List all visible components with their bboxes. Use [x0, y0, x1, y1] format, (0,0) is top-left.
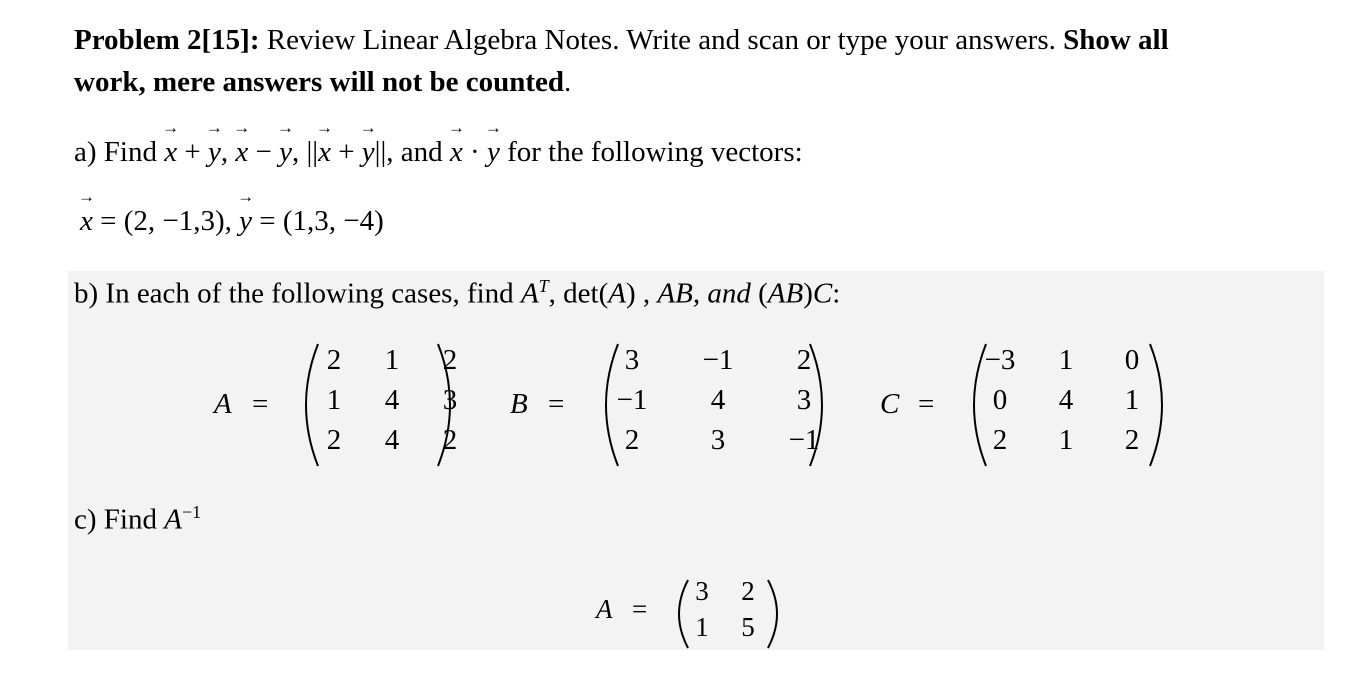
matrix-c: [878, 340, 1178, 470]
matrix-cell: 3: [796, 384, 812, 416]
matrix-a-symbol: A: [520, 277, 539, 310]
problem-line-2: [74, 66, 571, 99]
part-a-question: [74, 136, 803, 169]
matrix-cell: −3: [984, 344, 1016, 376]
matrix-a-symbol: A: [608, 277, 626, 310]
matrix-cell: 2: [442, 424, 458, 456]
matrix-cell: 4: [710, 384, 726, 416]
matrix-cell: −1: [702, 344, 734, 376]
problem-line-1: [74, 24, 1169, 57]
vector-y: → y: [487, 136, 500, 169]
ab-product: AB: [767, 277, 804, 310]
part-b-label: b) In each of the following cases, find: [74, 277, 521, 310]
part-b-question: [74, 276, 840, 311]
matrix-cell: 2: [442, 344, 458, 376]
matrix-cell: 1: [1124, 384, 1140, 416]
part-c-label: c) Find: [74, 503, 165, 536]
dot-sign: ·: [462, 136, 487, 168]
part-a-label: a) Find: [74, 136, 165, 168]
plus-sign: +: [177, 136, 208, 168]
problem-emphasis-2: work, mere answers will not be counted: [74, 66, 565, 98]
vector-x: → x: [450, 136, 463, 169]
matrix-b: [510, 340, 840, 470]
matrix-cell: 4: [384, 384, 400, 416]
matrix-cell: 1: [326, 384, 342, 416]
matrix-cell: 1: [1058, 424, 1074, 456]
vector-x-value: = (2, −1,3),: [92, 205, 240, 237]
problem-title: Problem 2[15]:: [74, 24, 260, 56]
problem-intro: Review Linear Algebra Notes. Write and scan or type your answers.: [259, 24, 1064, 56]
det-close: ) ,: [625, 277, 658, 310]
vector-x: → x: [235, 136, 248, 169]
matrix-a-label: A: [214, 388, 232, 420]
matrix-cell: 3: [624, 344, 640, 376]
matrix-cell: 4: [1058, 384, 1074, 416]
vector-x: → x: [164, 136, 177, 169]
and-text: , and: [386, 136, 450, 168]
matrix-cell: 3: [442, 384, 458, 416]
matrix-cell: 3: [710, 424, 726, 456]
norm-open: ||: [306, 136, 319, 168]
matrix-cell: 4: [384, 424, 400, 456]
matrix-cell: 2: [992, 424, 1008, 456]
matrix-cell: 2: [624, 424, 640, 456]
equals-sign: =: [548, 388, 565, 420]
vector-y: → y: [208, 136, 221, 169]
matrix-cell: 1: [1058, 344, 1074, 376]
matrix-a-label: A: [596, 594, 613, 624]
vector-y: → y: [239, 205, 252, 238]
equals-sign: =: [918, 388, 935, 420]
problem-period: .: [564, 66, 572, 98]
part-a-vectors: [80, 205, 384, 238]
right-paren: [764, 576, 788, 652]
matrix-c-symbol: C: [812, 277, 833, 310]
vector-y: → y: [362, 136, 375, 169]
colon: :: [832, 277, 841, 310]
matrix-cell: 0: [1124, 344, 1140, 376]
norm-close: ||: [374, 136, 387, 168]
transpose-sup: T: [538, 276, 549, 296]
det-text: , det(: [548, 277, 609, 310]
and-text: , and: [692, 277, 759, 310]
matrix-a: [214, 340, 474, 470]
part-a-tail: for the following vectors:: [499, 136, 803, 168]
vector-x: → x: [318, 136, 331, 169]
ab-product: AB: [657, 277, 693, 310]
matrix-cell: 0: [992, 384, 1008, 416]
matrix-cell: 1: [384, 344, 400, 376]
equals-sign: =: [632, 594, 648, 624]
matrix-cell: 2: [796, 344, 812, 376]
matrix-cell: 2: [1124, 424, 1140, 456]
inverse-sup: −1: [181, 502, 202, 522]
matrix-cell: 3: [695, 576, 709, 606]
matrix-cell: 1: [695, 612, 709, 642]
matrix-a-2x2: [596, 574, 796, 654]
minus-sign: −: [248, 136, 280, 168]
problem-emphasis-1: Show all: [1063, 24, 1169, 56]
matrix-cell: 2: [741, 576, 755, 606]
comma: ,: [291, 136, 307, 168]
matrix-c-label: C: [880, 388, 900, 420]
matrix-cell: −1: [616, 384, 648, 416]
matrix-a-symbol: A: [164, 503, 182, 536]
paren-close: ): [803, 277, 813, 310]
vector-x: → x: [80, 205, 93, 238]
matrix-cell: 2: [326, 424, 342, 456]
vector-y-value: = (1,3, −4): [252, 205, 384, 237]
vector-y: → y: [279, 136, 292, 169]
matrix-b-label: B: [510, 388, 528, 420]
plus-sign: +: [330, 136, 362, 168]
matrix-cell: 5: [741, 612, 755, 642]
comma: ,: [220, 136, 236, 168]
matrix-cell: −1: [788, 424, 820, 456]
paren-open: (: [758, 277, 768, 310]
part-c-question: [74, 502, 201, 537]
equals-sign: =: [252, 388, 269, 420]
matrix-cell: 2: [326, 344, 342, 376]
